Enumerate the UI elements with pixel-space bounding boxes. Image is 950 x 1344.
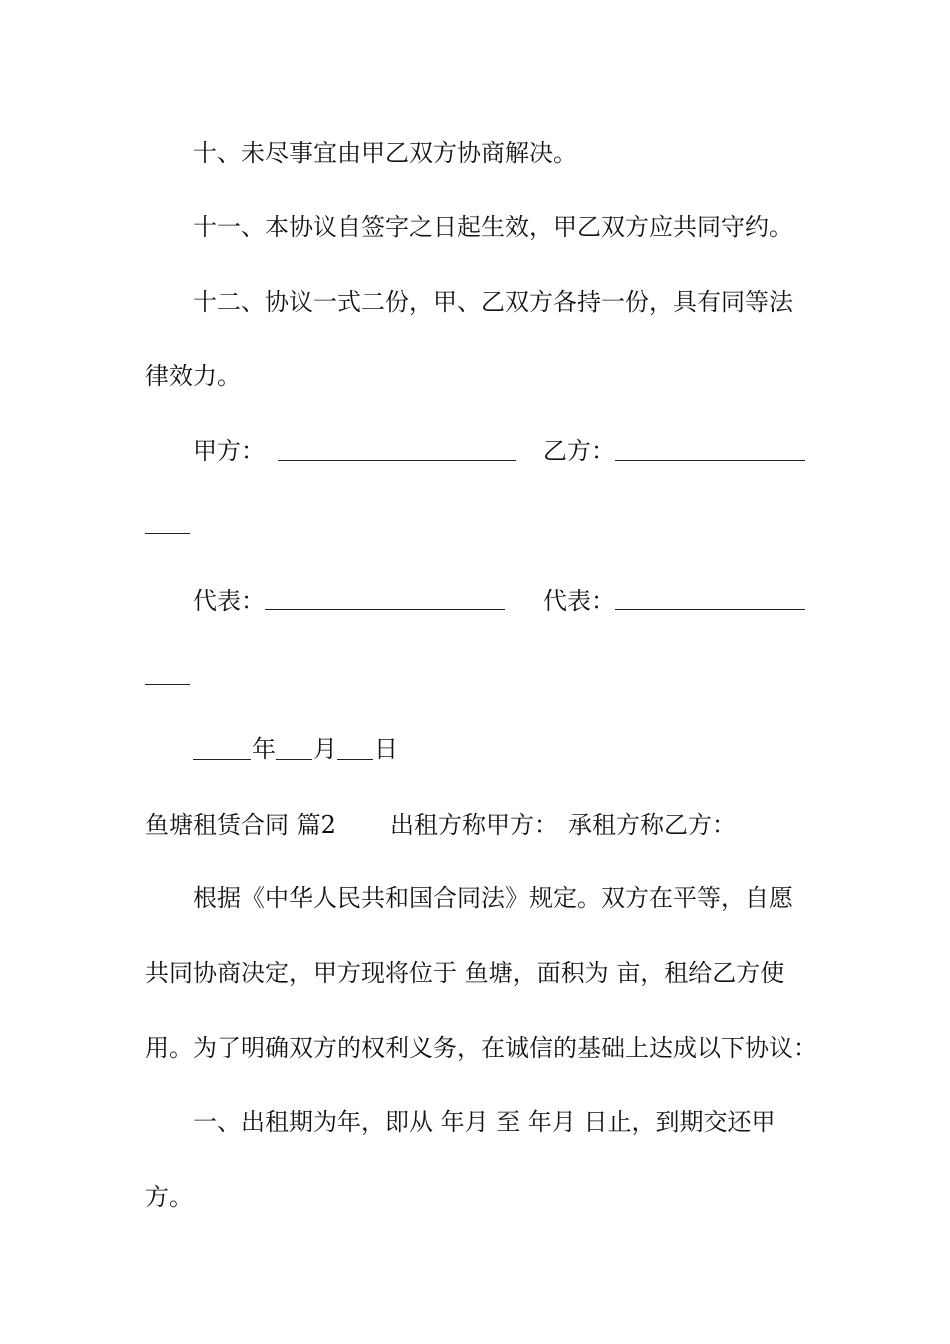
clause-11: 十一、本协议自签字之日起生效，甲乙双方应共同守约。 bbox=[193, 213, 793, 241]
section-heading: 鱼塘租赁合同 篇2 bbox=[145, 811, 336, 839]
party-a-label: 甲方： bbox=[193, 437, 265, 465]
party-b-blank[interactable] bbox=[615, 460, 805, 461]
lessor-label: 出租方称甲方： bbox=[390, 811, 558, 839]
clause-12-line2: 律效力。 bbox=[145, 362, 241, 390]
party-b-blank-cont bbox=[145, 533, 190, 534]
year-blank[interactable] bbox=[193, 759, 251, 760]
party-a-blank[interactable] bbox=[278, 460, 516, 461]
rep-b-label: 代表： bbox=[543, 587, 615, 615]
rep-b-blank-cont bbox=[145, 684, 190, 685]
clause-12-line1: 十二、协议一式二份，甲、乙双方各持一份，具有同等法 bbox=[193, 288, 793, 316]
clause-10: 十、未尽事宜由甲乙双方协商解决。 bbox=[193, 139, 577, 167]
lessee-label: 承租方称乙方： bbox=[568, 811, 736, 839]
party-b-label: 乙方： bbox=[543, 437, 615, 465]
rep-a-blank[interactable] bbox=[265, 609, 505, 610]
para1-line2: 共同协商决定，甲方现将位于 鱼塘，面积为 亩，租给乙方使 bbox=[145, 959, 785, 987]
day-label: 日 bbox=[374, 735, 398, 763]
year-label: 年 bbox=[252, 735, 276, 763]
day-blank[interactable] bbox=[337, 759, 373, 760]
rep-b-blank[interactable] bbox=[615, 609, 805, 610]
month-label: 月 bbox=[313, 735, 337, 763]
rep-a-label: 代表： bbox=[193, 587, 265, 615]
para1-line1: 根据《中华人民共和国合同法》规定。双方在平等，自愿 bbox=[193, 884, 793, 912]
month-blank[interactable] bbox=[276, 759, 312, 760]
article1-line1: 一、出租期为年，即从 年月 至 年月 日止，到期交还甲 bbox=[193, 1108, 776, 1136]
article1-line2: 方。 bbox=[145, 1183, 193, 1211]
para1-line3: 用。为了明确双方的权利义务，在诚信的基础上达成以下协议： bbox=[145, 1034, 817, 1062]
